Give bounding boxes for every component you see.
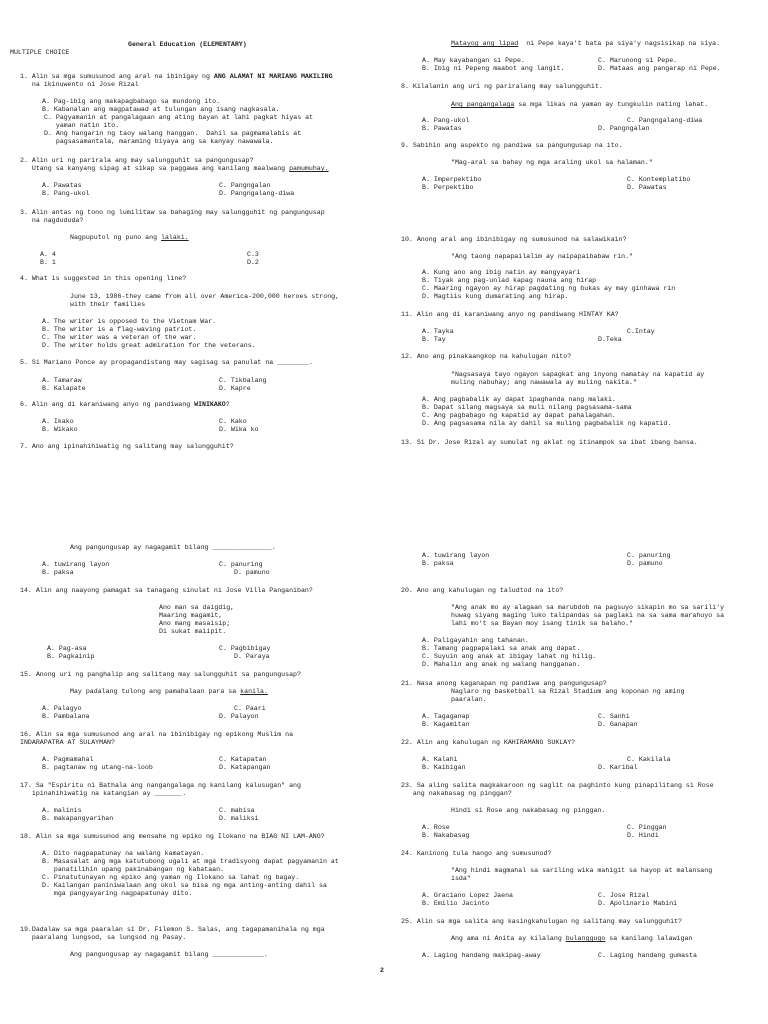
q10-quote: "Ang taong napapailalim ay naipapaibabaw rin." xyxy=(451,253,634,260)
q12-choice-b: B. Dapat silang magsaya sa muli nilang pagsasama-sama xyxy=(422,404,632,411)
q12-stem: 12. Ano ang pinakaangkop na kahulugan nito? xyxy=(401,353,572,360)
q19-stem: 19.Dadalaw sa mga paaralan si Dr. Filemon S. Salas, ang tagapamanihala ng mga xyxy=(20,926,325,933)
q5-choice-d: D. Kapre xyxy=(219,385,251,392)
q17-stem-2: ipinahihiwatig na katangian ay _______. xyxy=(20,790,187,797)
q13-choice-a: A. tuwirang layon xyxy=(42,561,110,568)
q14-choice-a: A. Pag-asa xyxy=(47,645,87,652)
q6-choice-b: B. Wikako xyxy=(42,426,78,433)
q7-choice-c: C. Marunong si Pepe. xyxy=(598,57,678,64)
q16-choice-a: A. Pagmamahal xyxy=(42,756,94,763)
q10-choice-a: A. Kung ano ang ibig natin ay mangyayari xyxy=(422,269,581,276)
q18-stem: 18. Alin sa mga sumusunod ang mensahe ng epiko ng Ilokano na BIAG NI LAM-ANG? xyxy=(20,833,325,840)
q14-poem-4: Di sukat maiipit. xyxy=(159,628,227,635)
q4-quote-2: with their families xyxy=(70,301,146,308)
q9-choice-a: A. Imperpektibo xyxy=(422,176,482,183)
q24-stem: 24. Kaninong tula hango ang sumusunod? xyxy=(401,850,552,857)
q14-choice-b: B. Pagkainip xyxy=(47,653,95,660)
q2-choice-d: D. Pangngalang-diwa xyxy=(219,190,295,197)
q19-choice-d: D. pamuno xyxy=(627,560,663,567)
q18-choice-b: B. Masasalat ang mga katutubong ugali at mga tradisyong dapat pagyamanin at xyxy=(42,858,339,865)
q9-choice-d: D. Pawatas xyxy=(627,184,667,191)
q12-choice-a: A. Ang pagbabalik ay dapat ipaghanda nang malaki. xyxy=(422,396,616,403)
q17-choice-a: A. malinis xyxy=(42,807,82,814)
q19-choice-a: A. tuwirang layon xyxy=(422,552,490,559)
q23-stem: 23. Sa aling salita magkakaroon ng saglit na paghinto kung pinapilitang si Rose xyxy=(401,782,714,789)
q24-choice-b: B. Emilio Jacinto xyxy=(422,900,490,907)
q19-sentence: Ang pangungusap ay nagagamit bilang _____________. xyxy=(70,951,268,958)
q15-choice-a: A. Palagyo xyxy=(42,705,82,712)
q8-choice-c: C. Pangngalang-diwa xyxy=(627,117,703,124)
q2-choice-c: C. Pangngalan xyxy=(219,182,271,189)
q11-choice-b: B. Tay xyxy=(422,336,446,343)
q20-choice-c: C. Suyuin ang anak at ibigay lahat ng hilig. xyxy=(422,653,597,660)
q20-choice-a: A. Paligayahin ang tahanan. xyxy=(422,637,529,644)
q7-choice-d: D. Mataas ang pangarap ni Pepe. xyxy=(598,65,721,72)
q25-sentence: Ang ama ni Anita ay kilalang bulanggugo sa kanilang lalawigan xyxy=(451,935,693,942)
q1-choice-d: D. Ang hangarin ng taoy walang hanggan. Dahil sa pagmamalabis at xyxy=(44,130,302,137)
q3-choice-b: B. 1 xyxy=(40,259,56,266)
q8-choice-b: B. Pawatas xyxy=(422,125,462,132)
q23-choice-a: A. Rose xyxy=(422,824,450,831)
q23-choice-b: B. Nakabasag xyxy=(422,832,470,839)
q14-poem-2: Maaring magamit, xyxy=(159,612,223,619)
q13-stem: 13. Si Dr. Jose Rizal ay sumulat ng aklat ng itinampok sa ibat ibang bansa. xyxy=(401,439,698,446)
q3-choice-c: C.3 xyxy=(247,251,259,258)
q11-choice-c: C.Intay xyxy=(627,328,655,335)
q20-quote-3: lahi mo't sa Bayan moy isang tinik sa balaho." xyxy=(451,620,634,627)
q1-choice-c-2: yaman natin ito. xyxy=(44,122,120,129)
q18-choice-b-2: panatilihin upang pakinabangan ng kabataan. xyxy=(42,866,225,873)
q6-choice-d: D. Wika ko xyxy=(219,426,259,433)
q5-choice-c: C. Tikbalang xyxy=(219,377,267,384)
q5-choice-b: B. Kalapate xyxy=(42,385,86,392)
q12-quote-2: muling nabuhay; ang nawawala ay muling nakita." xyxy=(451,379,637,386)
q15-choice-c: C. Paari xyxy=(234,705,266,712)
q23-choice-c: C. Pinggan xyxy=(627,824,667,831)
q4-choice-a: A. The writer is opposed to the Vietnam War. xyxy=(42,318,217,325)
q20-choice-b: B. Tamang pagpapalaki sa anak ang dapat. xyxy=(422,645,581,652)
q16-stem-2: INDARAPATRA AT SULAYMAN? xyxy=(20,739,115,746)
q4-choice-b: B. The writer is a flag-waving patriot. xyxy=(42,326,197,333)
q6-stem: 6. Alin ang di karaniwang anyo ng pandiwang WINIKAKO? xyxy=(20,401,230,408)
q25-choice-a: A. Laging handang makipag-away xyxy=(422,952,541,959)
q9-choice-c: C. Kontemplatibo xyxy=(627,176,691,183)
q11-stem: 11. Alin ang di karaniwang anyo ng pandiwang HINTAY KA? xyxy=(401,311,619,318)
q23-choice-d: D. Hindi xyxy=(627,832,659,839)
q22-choice-c: C. Kakilala xyxy=(627,756,671,763)
q18-choice-d-2: mga pangyayaring nagpapatunay dito. xyxy=(42,890,193,897)
q21-choice-b: B. Kagamitan xyxy=(422,721,470,728)
q3-stem: 3. Alin antas ng tono ng lumilitaw sa bahaging may salungguhit ng pangungusap xyxy=(20,209,325,216)
q15-sentence: May padalang tulong ang pamahalaan para sa kanila. xyxy=(70,688,268,695)
q7-choice-a: A. May kayabangan si Pepe. xyxy=(422,57,525,64)
q2-choice-b: B. Pang-ukol xyxy=(42,190,90,197)
q22-stem: 22. Alin ang kahulugan ng KAHIRAMANG SUKLAY? xyxy=(401,739,576,746)
q4-choice-c: C. The writer was a veteran of the war. xyxy=(42,334,197,341)
q8-choice-a: A. Pang-ukol xyxy=(422,117,470,124)
q12-choice-c: C. Ang pagbabago ng kapatid ay dapat pahalagahan. xyxy=(422,412,616,419)
q10-stem: 10. Anong aral ang ibinibigay ng sumusunod na salawikain? xyxy=(401,236,627,243)
q16-choice-d: D. Katapangan xyxy=(219,764,271,771)
q15-choice-b: B. Pambalana xyxy=(42,713,90,720)
q15-stem: 15. Anong uri ng panghalip ang salitang may salungguhit sa pangungusap? xyxy=(20,671,301,678)
q20-quote-2: huwag siyang maging luko talipandas sa paglaki na sa sama marahuyo sa xyxy=(451,612,725,619)
q4-choice-d: D. The writer holds great admiration for the veterans. xyxy=(42,342,256,349)
q1-choice-c: C. Pagyamanin at pangalagaan ang ating bayan at lahi pagkat hiyas at xyxy=(44,114,314,121)
q24-quote: "Ang hindi magmahal sa sariling wika mahigit sa hayop at malansang xyxy=(451,867,713,874)
q12-choice-d: D. Ang pagsasama nila ay dahil sa muling pagbabalik ng kapatid. xyxy=(422,420,672,427)
page-title: General Education (ELEMENTARY) xyxy=(128,41,247,48)
q7-stem: 7. Ano ang ipinahihiwatig ng salitang may salungguhit? xyxy=(20,443,234,450)
q19-choice-c: C. panuring xyxy=(627,552,671,559)
q7-choice-b: B. Ibig ni Pepeng maabot ang langit. xyxy=(422,65,565,72)
q21-sentence: Naglaro ng basketball sa Rizal Stadium ang koponan ng aming xyxy=(451,688,685,695)
page-number: 2 xyxy=(380,967,384,974)
q20-choice-d: D. Mahalin ang anak ng walang hangganan. xyxy=(422,661,581,668)
q2-stem: 2. Alin uri ng parirala ang may salungguhit sa pangungusap? xyxy=(20,157,254,164)
q14-poem-3: Ano mang masaisip; xyxy=(159,620,231,627)
q21-choice-a: A. Tagaganap xyxy=(422,713,470,720)
q9-choice-b: B. Perpektibo xyxy=(422,184,474,191)
q25-choice-c: C. Laging handang gumasta xyxy=(598,952,697,959)
q22-choice-b: B. Kaibigan xyxy=(422,764,466,771)
q19-stem-2: paaralang lungsod, sa lungsod ng Pasay. xyxy=(20,934,187,941)
q13-choice-b: B. paksa xyxy=(42,569,74,576)
q2-choice-a: A. Pawatas xyxy=(42,182,82,189)
q4-stem: 4. What is suggested in this opening line? xyxy=(20,275,187,282)
q10-choice-c: C. Maaring ngayon ay hirap pagdating ng bukas ay may ginhawa rin xyxy=(422,285,676,292)
q5-stem: 5. Si Mariano Ponce ay propagandistang may sagisag sa panulat na ________. xyxy=(20,359,313,366)
q20-quote: "Ang anak mo ay alagaan sa marubdob na pagsuyo sikapin mo sa sarili'y xyxy=(451,604,725,611)
q3-choice-a: A. 4 xyxy=(40,251,56,258)
q1-choice-a: A. Pag-ibig ang makapagbabago sa mundong ito. xyxy=(42,98,221,105)
q19-choice-b: B. paksa xyxy=(422,560,454,567)
q13-sentence: Ang pangungusap ay nagagamit bilang _______________. xyxy=(70,544,276,551)
q13-choice-d: D. pamuno xyxy=(234,569,270,576)
q1-stem-2: na ikinuwento ni Jose Rizal xyxy=(20,81,139,88)
q18-choice-a: A. Dito nagpapatunay na walang kamatayan. xyxy=(42,850,205,857)
q24-quote-2: isda" xyxy=(451,875,471,882)
q24-choice-d: D. Apolinario Mabini xyxy=(598,900,678,907)
q13-choice-c: C. panuring xyxy=(219,561,263,568)
q17-choice-c: C. mabisa xyxy=(219,807,255,814)
q10-choice-d: D. Magtiis kung dumarating ang hirap. xyxy=(422,293,569,300)
q4-quote: June 13, 1986-they came from all over America-200,000 heroes strong, xyxy=(70,293,340,300)
q7-sentence: Matayog ang lipad ni Pepe kaya't bata pa siya'y nagsisikap na siya. xyxy=(451,40,721,47)
q6-choice-c: C. Kako xyxy=(219,418,247,425)
q16-choice-b: B. pagtanaw ng utang-na-loob xyxy=(42,764,153,771)
q23-sentence: Hindi si Rose ang nakabasag ng pinggan. xyxy=(451,807,606,814)
q14-poem-1: Ano man sa daigdig, xyxy=(159,604,235,611)
q2-sentence: Utang sa kanyang sipag at sikap sa paggawa ang kanilang maalwang pamumuhay. xyxy=(20,165,329,172)
q24-choice-c: C. Jose Rizal xyxy=(598,892,650,899)
q3-choice-d: D.2 xyxy=(247,259,259,266)
q18-choice-c: C. Pinatutunayan ng epiko ang yaman ng Ilokano sa lahat ng bagay. xyxy=(42,874,300,881)
q6-choice-a: A. Ikako xyxy=(42,418,74,425)
q25-stem: 25. Alin sa mga salita ang kasingkahulugan ng salitang may salungguhit? xyxy=(401,918,682,925)
q8-sentence: Ang pangangalaga sa mga likas na yaman ay tungkulin nating lahat. xyxy=(451,101,709,108)
q21-choice-c: C. Sanhi xyxy=(598,713,630,720)
q21-stem: 21. Nasa anong kaganapan ng pandiwa ang pangungusap? xyxy=(401,680,607,687)
q20-stem: 20. Ano ang kahulugan ng taludtod na ito? xyxy=(401,587,564,594)
q8-stem: 8. Kilalanin ang uri ng pariralang may salungguhit. xyxy=(401,83,603,90)
q8-choice-d: D. Pangngalan xyxy=(598,125,650,132)
q5-choice-a: A. Tamaraw xyxy=(42,377,82,384)
q9-stem: 9. Sabihin ang aspekto ng pandiwa sa pangungusap na ito. xyxy=(401,142,623,149)
q9-quote: "Mag-aral sa bahay ng mga araling ukol sa halaman." xyxy=(451,159,653,166)
q21-choice-d: D. Ganapan xyxy=(598,721,638,728)
q11-choice-d: D.Teka xyxy=(598,336,622,343)
q14-choice-c: C. Pagbibigay xyxy=(219,645,271,652)
q24-choice-a: A. Graciano Lopez Jaena xyxy=(422,892,514,899)
q1-stem: 1. Alin sa mga sumusunod ang aral na ibinigay ng ANG ALAMAT NI MARIANG MAKILING xyxy=(20,73,333,80)
q10-choice-b: B. Tiyak ang pag-unlad kapag nauna ang hirap xyxy=(422,277,597,284)
q21-sentence-2: paaralan. xyxy=(451,696,487,703)
q14-stem: 14. Alin ang naayong pamagat sa tanagang sinulat ni Jose Villa Panganiban? xyxy=(20,587,313,594)
q17-stem: 17. Sa "Espiritu ni Bathala ang nangangalaga ng kanilang kalusugan" ang xyxy=(20,782,301,789)
q3-sentence: Nagpuputol ng puno ang lalaki. xyxy=(70,234,189,241)
section-label: MULTIPLE CHOICE xyxy=(10,49,70,56)
q18-choice-d: D. Kailangan paniniwalaan ang ukol sa bisa ng mga anting-anting dahil sa xyxy=(42,882,327,889)
q23-stem-2: ang nakabasag ng pinggan? xyxy=(401,790,512,797)
q16-choice-c: C. Katapatan xyxy=(219,756,267,763)
q12-quote: "Nagsasaya tayo ngayon sapagkat ang inyong namatay na kapatid ay xyxy=(451,371,705,378)
q16-stem: 16. Alin sa mga sumusunod ang aral na ibinibigay ng epikong Muslim na xyxy=(20,731,294,738)
q22-choice-a: A. Kalahi xyxy=(422,756,458,763)
q3-stem-2: na nagdududa? xyxy=(20,217,84,224)
q1-choice-b: B. Kabanalan ang magpatawad at tulungan ang isang nagkasala. xyxy=(42,106,280,113)
q14-choice-d: D. Paraya xyxy=(234,653,270,660)
q22-choice-d: D. Karibal xyxy=(598,764,638,771)
q11-choice-a: A. Tayka xyxy=(422,328,454,335)
q17-choice-b: B. makapangyarihan xyxy=(42,815,114,822)
q15-choice-d: D. Palayon xyxy=(219,713,259,720)
q17-choice-d: D. maliksi xyxy=(219,815,259,822)
q1-choice-d-2: pagsasamantala, maraming biyaya ang sa kanyay nawawala. xyxy=(44,138,274,145)
